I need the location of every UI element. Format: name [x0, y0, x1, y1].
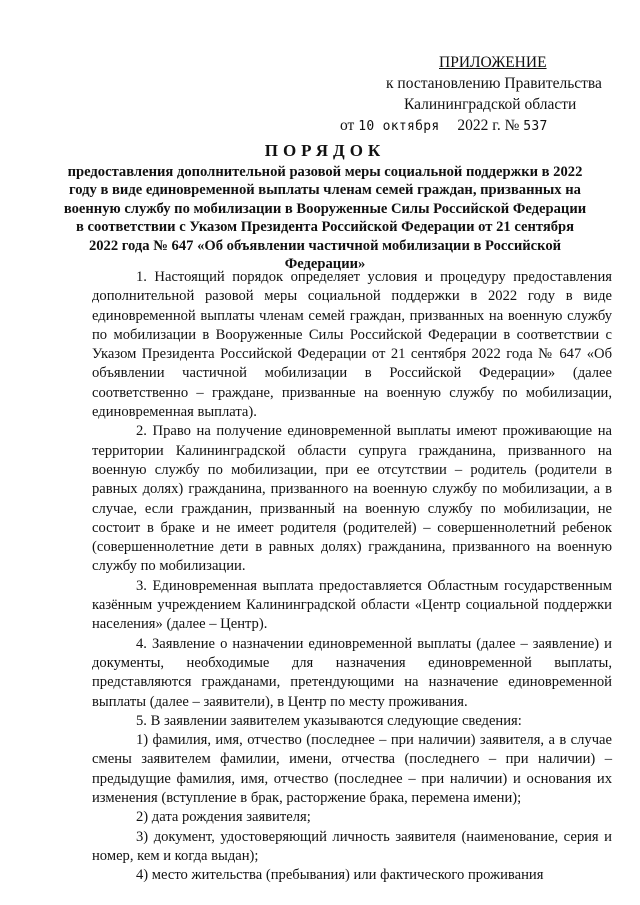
document-heading [60, 140, 590, 273]
appendix-title: ПРИЛОЖЕНИЕ [439, 54, 547, 71]
paragraph-4: 4. Заявление о назначении единовременной выплаты (далее – заявление) и документы, необходимые для назначения единовременной выплаты, представляются гражданами, претендующими на назначение единовременной выплаты (далее – заявители), в Центр по месту проживания. [92, 635, 612, 710]
document-body [92, 268, 612, 886]
appendix-line-region: Калининградской области [404, 96, 577, 113]
list-item-3: 3) документ, удостоверяющий личность заявителя (наименование, серия и номер, кем и когда выдан); [92, 828, 612, 864]
appendix-date-line [340, 115, 620, 137]
year-and-number-sign: 2022 г. № [457, 117, 520, 134]
paragraph-1: 1. Настоящий порядок определяет условия и процедуру предоставления дополнительной разовой меры социальной поддержки в 2022 году в виде единовременной выплаты членам семей граждан, призванных на военную службу по мобилизации в Вооруженные Силы Российской Федерации в соответствии с Указом Президента Российской Федерации от 21 сентября 2022 года № 647 «Об объявлении частичной мобилизации в Российской Федерации» (далее соответственно – граждане, призванные на военную службу по мобилизации, единовременная выплата). [92, 269, 612, 421]
paragraph-2: 2. Право на получение единовременной выплаты имеют проживающие на территории Калининградской области супруга гражданина, призванного на военную службу по мобилизации, при ее отсутствии – родитель (родители в равных долях) гражданина, призванного на военную службу по мобилизации, а в случае, если гражданин, призванный на военную службу по мобилизации, не состоит в браке и не имеет родителя (родителей) – совершеннолетний ребенок (совершеннолетние дети в равных долях) гражданина, призванного на военную службу по мобилизации. [92, 423, 612, 575]
resolution-number: 537 [523, 119, 548, 134]
date-value: 10 октября [358, 119, 440, 134]
document-subtitle: предоставления дополнительной разовой меры социальной поддержки в 2022 году в виде единовременной выплаты членам семей граждан, призванных на военную службу по мобилизации в Вооруженные Силы Российской Федерации в соответствии с Указом Президента Российской Федерации от 21 сентября 2022 года № 647 «Об объявлении частичной мобилизации в Российской Федерации» [63, 164, 587, 273]
date-prefix: от [340, 117, 355, 134]
paragraph-5: 5. В заявлении заявителем указываются следующие сведения: [136, 712, 522, 729]
appendix-block [340, 52, 620, 137]
paragraph-3: 3. Единовременная выплата предоставляется Областным государственным казённым учреждением Калининградской области «Центр социальной поддержки населения» (далее – Центр). [92, 577, 612, 633]
list-item-1: 1) фамилия, имя, отчество (последнее – при наличии) заявителя, а в случае смены заявителем фамилии, имени, отчества (последнего – при наличии) – предыдущие фамилия, имя, отчество (последнее – при наличии) и основания их изменения (вступление в брак, расторжение брака, перемена имени); [92, 732, 612, 807]
document-title: ПОРЯДОК [264, 141, 386, 160]
appendix-line-resolution: к постановлению Правительства [386, 75, 602, 92]
list-item-4: 4) место жительства (пребывания) или фактического проживания [136, 867, 544, 884]
list-item-2: 2) дата рождения заявителя; [136, 809, 311, 826]
